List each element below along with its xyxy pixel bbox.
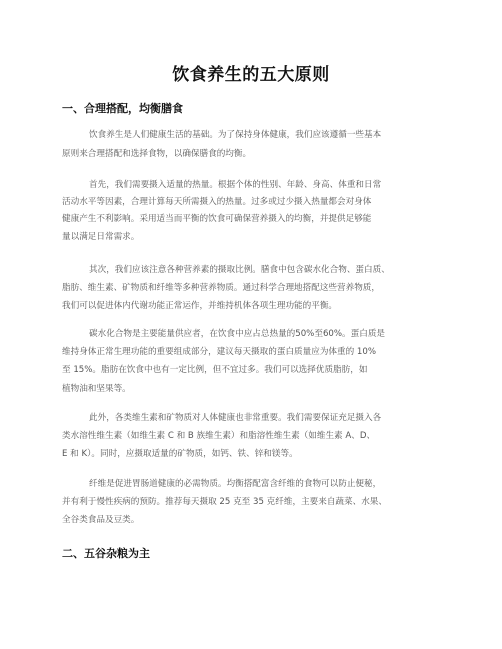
paragraph-line: 首先，我们需要摄入适量的热量。根据个体的性别、年龄、身高、体重和日常 [89, 180, 382, 190]
paragraph-line: 维持身体正常生理功能的重要组成部分，建议每天摄取的蛋白质量应为体重的 10% [62, 347, 377, 357]
paragraph-line: 此外，各类维生素和矿物质对人体健康也非常重要。我们需要保证充足摄入各 [89, 413, 382, 423]
paragraph-line: 饮食养生是人们健康生活的基础。为了保持身体健康，我们应该遵循一些基本 [89, 130, 382, 140]
paragraph-line: 纤维是促进胃肠道健康的必需物质。均衡搭配富含纤维的食物可以防止便秘， [89, 479, 382, 489]
paragraph-line: 我们可以促进体内代谢功能正常运作，并维持机体各项生理功能的平衡。 [62, 301, 338, 311]
paragraph-line: 至 15%。脂肪在饮食中也有一定比例，但不宜过多。我们可以选择优质脂肪，如 [62, 365, 368, 375]
paragraph-line: 原则来合理搭配和选择食物，以确保膳食的均衡。 [62, 149, 252, 159]
paragraph-line: 植物油和坚果等。 [62, 384, 131, 394]
document-title: 饮食养生的五大原则 [172, 65, 330, 85]
paragraph-line: 其次，我们应该注意各种营养素的摄取比例。膳食中包含碳水化合物、蛋白质、 [89, 265, 390, 275]
paragraph-line: E 和 K）。同时，应摄取适量的矿物质，如钙、铁、锌和镁等。 [62, 449, 298, 459]
paragraph-line: 全谷类食品及豆类。 [62, 515, 140, 525]
paragraph-line: 类水溶性维生素（如维生素 C 和 B 族维生素）和脂溶性维生素（如维生素 A、D、 [62, 431, 376, 441]
paragraph-line: 并有利于慢性疾病的预防。推荐每天摄取 25 克至 35 克纤维，主要来自蔬菜、水果、 [62, 497, 387, 507]
paragraph-line: 健康产生不利影响。采用适当而平衡的饮食可确保营养摄入的均衡，并提供足够能 [62, 214, 372, 224]
paragraph-line: 活动水平等因素，合理计算每天所需摄入的热量。过多或过少摄入热量都会对身体 [62, 197, 372, 207]
section-heading-1: 一、合理搭配，均衡膳食 [62, 102, 183, 115]
section-heading-2: 二、五谷杂粮为主 [62, 547, 150, 560]
paragraph-line: 量以满足日常需求。 [62, 232, 140, 242]
paragraph-line: 碳水化合物是主要能量供应者，在饮食中应占总热量的50%至60%。蛋白质是 [89, 329, 386, 339]
paragraph-line: 脂肪、维生素、矿物质和纤维等多种营养物质。通过科学合理地搭配这些营养物质， [62, 283, 380, 293]
